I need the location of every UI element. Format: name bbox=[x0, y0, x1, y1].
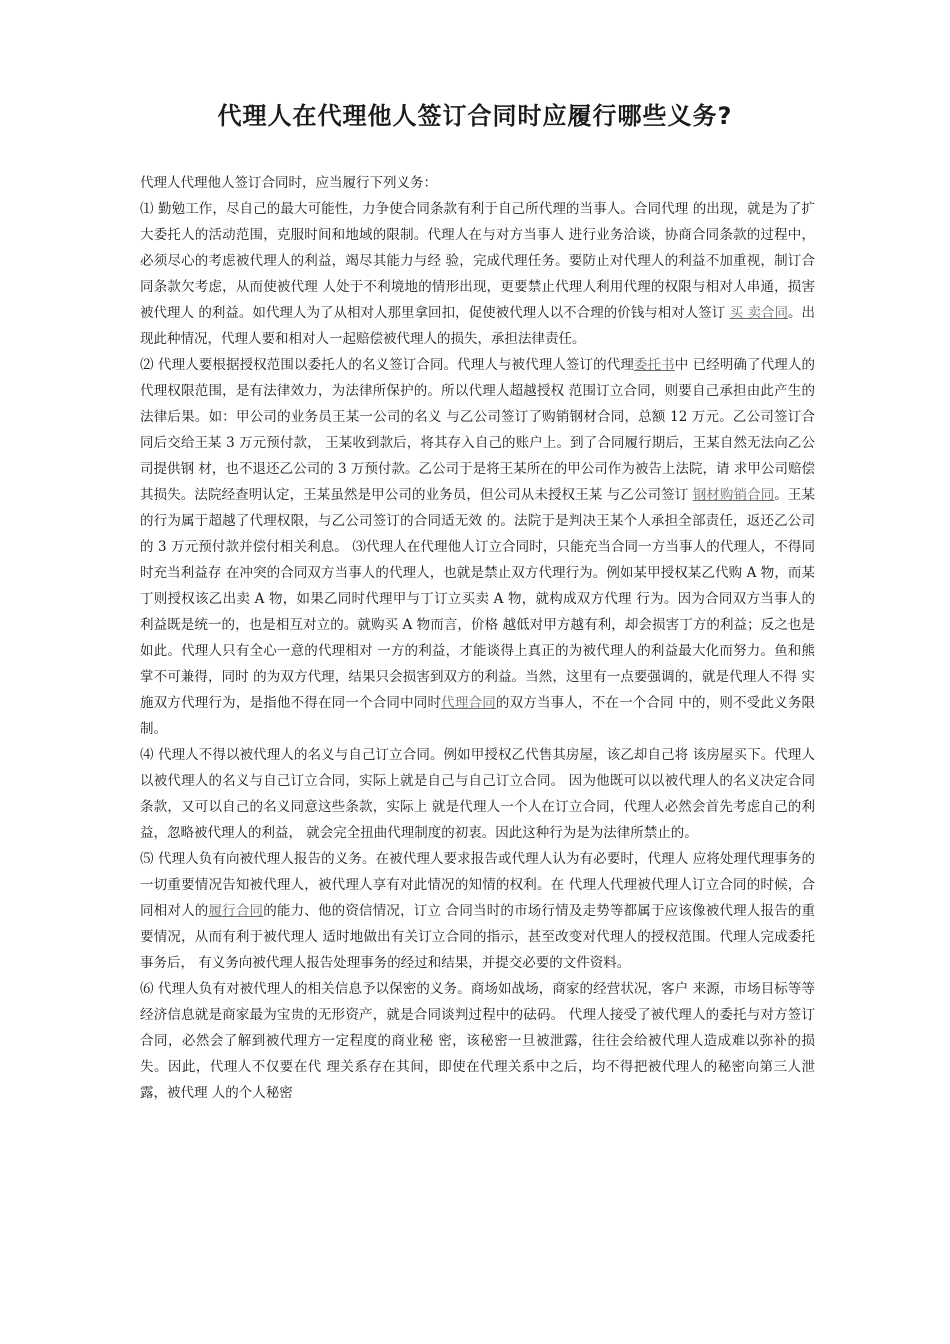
paragraph-text: ⑵ 代理人要根据授权范围以委托人的名义签订合同。代理人与被代理人签订的代理 bbox=[140, 357, 634, 373]
document-body bbox=[140, 170, 815, 1106]
paragraph-text: 中 已经明确了代理人的代理权限范围，是有法律效力，为法律所保护的。所以代理人超越授权 范围订立合同，则要自己承担由此产生的法律后果。如：甲公司的业务员王某一公司的名义 与乙公司签订了购销钢材合同，总额 12 万元。乙公司签订合同后交给王某 3 万元预付款， 王某收到款后，将其存入自己的账户上。到了合同履行期后，王某自然无法向乙公司提供钢 材，也不退还乙公司的 3 万预付款。乙公司于是将王某所在的甲公司作为被告上法院，请 求甲公司赔偿其损失。法院经查明认定，王某虽然是甲公司的业务员，但公司从未授权王某 与乙公司签订 bbox=[140, 357, 815, 503]
intro-paragraph: 代理人代理他人签订合同时，应当履行下列义务： bbox=[140, 175, 437, 191]
link-power-of-attorney[interactable]: 委托书 bbox=[633, 357, 675, 373]
paragraph-text: 。王某的行为属于超越了代理权限，与乙公司签订的合同适无效 的。法院于是判决王某个人承担全部责任，返还乙公司的 3 万元预付款并偿付相关利息。 ⑶代理人在代理他人订立合同时，只能充当合同一方当事人的代理人，不得同时充当利益存 在冲突的合同双方当事人的代理人，也就是禁止双方代理行为。例如某甲授权某乙代购 A 物，而某丁则授权该乙出卖 A 物，如果乙同时代理甲与丁订立买卖 A 物，就构成双方代理 行为。因为合同双方当事人的利益既是统一的，也是相互对立的。就购买 A 物而言，价格 越低对甲方越有利，却会损害丁方的利益；反之也是如此。代理人只有全心一意的代理相对 一方的利益，才能谈得上真正的为被代理人的利益最大化而努力。鱼和熊掌不可兼得，同时 的为双方代理，结果只会损害到双方的利益。当然，这里有一点要强调的，就是代理人不得 实施双方代理行为，是指他不得在同一个合同中同时 bbox=[140, 487, 815, 711]
link-performance-contract[interactable]: 履行合同 bbox=[208, 903, 264, 919]
duty-paragraph-5 bbox=[140, 846, 815, 976]
paragraph-text: 的双方当事人，不在一个合同 中的，则不受此义务限制。 bbox=[140, 695, 816, 737]
duty-paragraph-4: ⑷ 代理人不得以被代理人的名义与自己订立合同。例如甲授权乙代售其房屋，该乙却自己将 该房屋买下。代理人以被代理人的名义与自己订立合同，实际上就是自己与自己订立合同。 因为他既可以以被代理人的名义决定合同条款，又可以自己的名义同意这些条款，实际上 就是代理人一个人在订立合同，代理人必然会首先考虑自己的利益，忽略被代理人的利益， 就会完全扭曲代理制度的初衷。因此这种行为是为法律所禁止的。 bbox=[140, 747, 815, 841]
link-sales-contract[interactable]: 买 卖合同 bbox=[729, 305, 788, 321]
paragraph-text: 。出现此种情况，代理人要和相对人一起赔偿被代理人的损失，承担法律责任。 bbox=[140, 305, 815, 347]
paragraph-text: ⑴ 勤勉工作，尽自己的最大可能性，力争使合同条款有利于自己所代理的当事人。合同代理 的出现，就是为了扩大委托人的活动范围，克服时间和地域的限制。代理人在与对方当事人 进行业务洽谈，协商合同条款的过程中，必须尽心的考虑被代理人的利益，竭尽其能力与经 验，完成代理任务。要防止对代理人的利益不加重视，制订合同条款欠考虑，从而使被代理 人处于不利境地的情形出现，更要禁止代理人利用代理的权限与相对人串通，损害被代理人 的利益。如代理人为了从相对人那里拿回扣，促使被代理人以不合理的价钱与相对人签订 bbox=[140, 201, 815, 321]
duty-paragraph-2 bbox=[140, 352, 815, 742]
document-title: 代理人在代理他人签订合同时应履行哪些义务? bbox=[217, 102, 733, 130]
paragraph-text: ⑸ 代理人负有向被代理人报告的义务。在被代理人要求报告或代理人认为有必要时，代理人 应将处理代理事务的一切重要情况告知被代理人，被代理人享有对此情况的知情的权利。在 代理人代理被代理人订立合同的时候，合同相对人的 bbox=[140, 851, 815, 919]
paragraph-text: 的能力、他的资信情况，订立 合同当时的市场行情及走势等都属于应该像被代理人报告的重要情况，从而有利于被代理人 适时地做出有关订立合同的指示，甚至改变对代理人的授权范围。代理人完成委托事务后， 有义务向被代理人报告处理事务的经过和结果，并提交必要的文件资料。 bbox=[140, 903, 816, 971]
duty-paragraph-6: ⑹ 代理人负有对被代理人的相关信息予以保密的义务。商场如战场，商家的经营状况，客户 来源，市场目标等等经济信息就是商家最为宝贵的无形资产，就是合同谈判过程中的砝码。 代理人接受了被代理人的委托与对方签订合同，必然会了解到被代理方一定程度的商业秘 密，该秘密一旦被泄露，往往会给被代理人造成难以弥补的损失。因此，代理人不仅要在代 理关系存在其间，即使在代理关系中之后，均不得把被代理人的秘密向第三人泄露，被代理 人的个人秘密 bbox=[140, 981, 815, 1101]
duty-paragraph-1 bbox=[140, 196, 815, 352]
link-steel-purchase-contract[interactable]: 钢材购销合同 bbox=[692, 487, 775, 503]
link-agency-contract[interactable]: 代理合同 bbox=[441, 695, 496, 711]
